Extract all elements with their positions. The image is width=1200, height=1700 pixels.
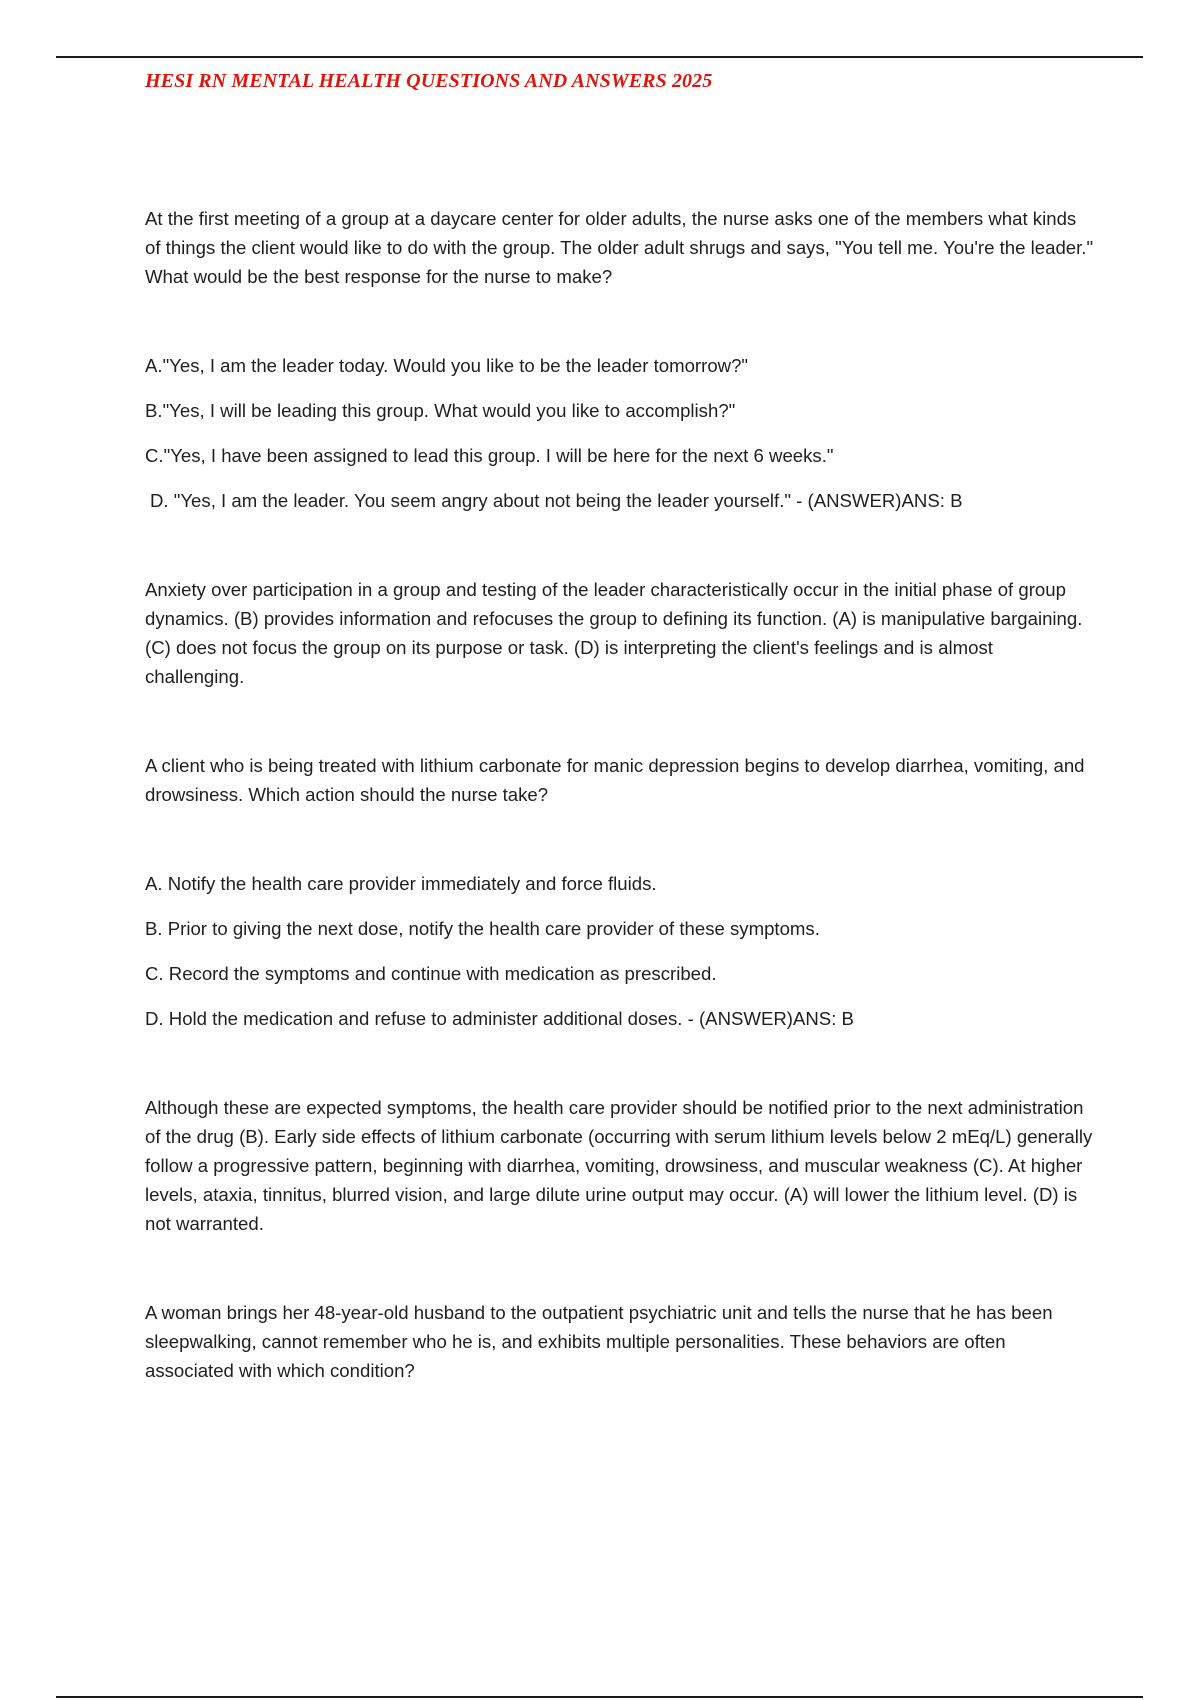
question-1-rationale: Anxiety over participation in a group and testing of the leader characteristically occur in the initial phase of group dynamics. (B) provides information and refocuses the group to defining its function. (A) is manipulative bargaining. (C) does not focus the group on its purpose or task. (D) is interpreting the client's feelings and is almost challenging. [145,579,1083,687]
question-1-options [145,351,1095,515]
question-2-option-d-answer: D. Hold the medication and refuse to administer additional doses. - (ANSWER)ANS: B [145,1008,854,1029]
question-1-option-b: B."Yes, I will be leading this group. What would you like to accomplish?" [145,400,736,421]
question-2-option-a: A. Notify the health care provider immediately and force fluids. [145,873,657,894]
question-1-text: At the first meeting of a group at a daycare center for older adults, the nurse asks one of the members what kinds of things the client would like to do with the group. The older adult shrugs and says, "You tell me. You're the leader." What would be the best response for the nurse to make? [145,208,1094,287]
question-1-option-c: C."Yes, I have been assigned to lead this group. I will be here for the next 6 weeks." [145,445,834,466]
question-2-text: A client who is being treated with lithium carbonate for manic depression begins to develop diarrhea, vomiting, and drowsiness. Which action should the nurse take? [145,755,1085,805]
question-2-option-b: B. Prior to giving the next dose, notify the health care provider of these symptoms. [145,918,820,939]
footer-rule [56,1696,1143,1698]
question-3-text: A woman brings her 48-year-old husband to the outpatient psychiatric unit and tells the nurse that he has been sleepwalking, cannot remember who he is, and exhibits multiple personalities. These behaviors are often associated with which condition? [145,1302,1053,1381]
document-title: HESI RN MENTAL HEALTH QUESTIONS AND ANSWERS 2025 [145,70,713,92]
question-1-option-d-answer: D. "Yes, I am the leader. You seem angry about not being the leader yourself." - (ANSWER)ANS: B [150,490,963,511]
question-1-option-a: A."Yes, I am the leader today. Would you like to be the leader tomorrow?" [145,355,749,376]
question-2-rationale: Although these are expected symptoms, the health care provider should be notified prior to the next administration of the drug (B). Early side effects of lithium carbonate (occurring with serum lithium levels below 2 mEq/L) generally follow a progressive pattern, beginning with diarrhea, vomiting, drowsiness, and muscular weakness (C). At higher levels, ataxia, tinnitus, blurred vision, and large dilute urine output may occur. (A) will lower the lithium level. (D) is not warranted. [145,1097,1093,1234]
document-body [145,204,1095,1385]
header-rule [56,56,1143,58]
question-2-option-c: C. Record the symptoms and continue with medication as prescribed. [145,963,717,984]
question-2-options [145,869,1095,1033]
